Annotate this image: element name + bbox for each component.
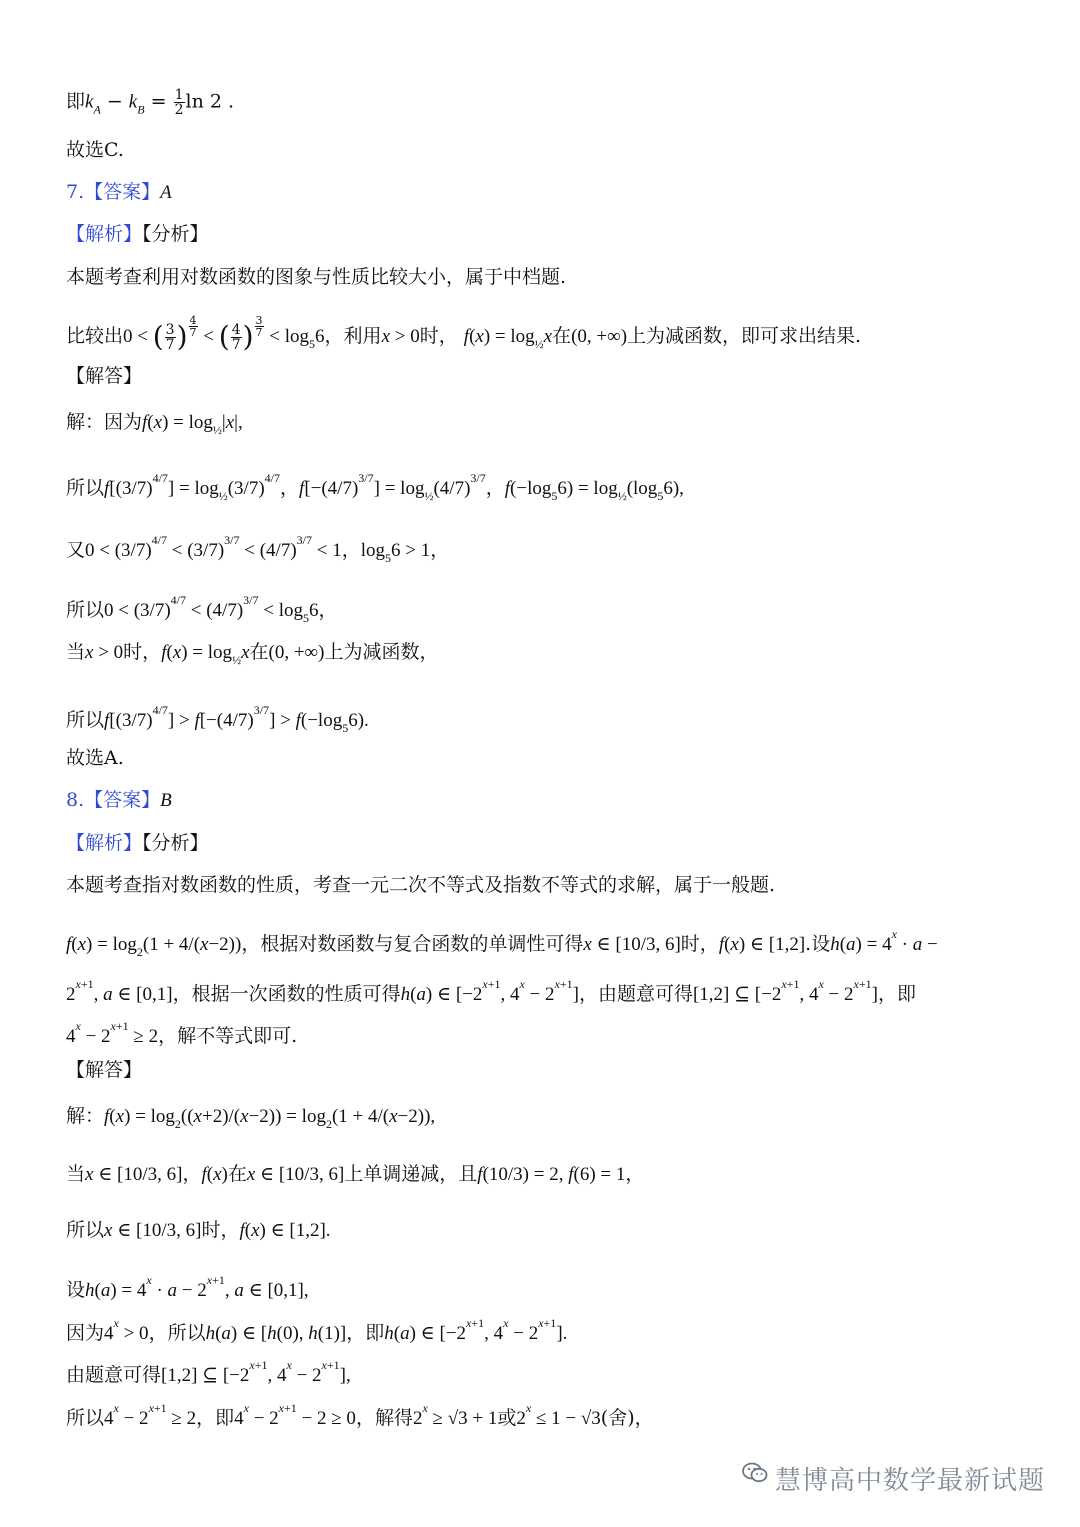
q7-cmp-pre: 比较出 <box>66 325 124 347</box>
q8-s2-mid2: 上单调递减，且 <box>344 1163 478 1185</box>
wechat-icon <box>742 1462 768 1484</box>
q8-a2-end: ，即 <box>877 983 916 1005</box>
q8-step-1: 解：$f(x) = \log_2((x+2)/(x-2)) = \log_2(1 + 4/(x-2))$, <box>66 1105 436 1131</box>
q8-s6-pre: 由题意可得 <box>66 1364 162 1386</box>
q8-step-7: 所以$4^x - 2^{x+1} \ge 2$，即$4^x - 2^{x+1} - 2 \ge 0$，解得$2^x \ge √3 + 1$或$2^x \le 1 - √3$(舍)， <box>66 1401 654 1429</box>
q7-answer: A <box>160 182 172 203</box>
q7-answer-header <box>66 180 172 205</box>
q8-s5-mid2: ，即 <box>346 1322 385 1344</box>
q7-s2-pre: 所以 <box>66 477 105 499</box>
watermark-text: 慧博高中数学最新试题 <box>775 1466 1046 1496</box>
q8-s3-mid: 时， <box>201 1219 240 1241</box>
q7-s4-pre: 所以 <box>66 599 105 621</box>
q7-s5-mid: 时， <box>123 641 162 663</box>
q7-s3-pre: 又 <box>66 539 86 561</box>
q8-analysis-3: $4^x - 2^{x+1} \ge 2$，解不等式即可. <box>66 1019 298 1047</box>
q8-answer-tag: 【答案】 <box>84 789 161 811</box>
q8-a1-mid: ，根据对数函数与复合函数的单调性可得 <box>241 933 584 955</box>
q7-step-2: 所以$f[(3/7)^{4/7}] = \log_{\frac{1}{2}}(3/7)^{4/7}$，$f[-(4/7)^{3/7}] = \log_{\frac{1}{2}}(4/7)^{3/7}$，$f(-\log_56) = \log_{\frac{1}{2}}(\log_56)$, <box>66 471 684 503</box>
q8-step-6: 由题意可得[1,2] ⊆ [$-2^{x+1}$, $4^x - 2^{x+1}$], <box>66 1358 351 1386</box>
q8-analysis-header <box>66 831 209 855</box>
q8-s7-mid2: ，解得 <box>355 1407 413 1429</box>
q7-cmp-post: 上为减函数，即可求出结果. <box>627 325 862 347</box>
q7-step-6: 所以$f[(3/7)^{4/7}] > f[-(4/7)^{3/7}] > f(-\log_56)$. <box>66 703 369 735</box>
q7-answer-tag: 【答案】 <box>84 181 161 203</box>
q7-fenxi-tag: 【分析】 <box>142 223 209 245</box>
q7-step-4: 所以$0 < (3/7)^{4/7} < (4/7)^{3/7} < \log_56$， <box>66 593 338 625</box>
q7-s5-post: 上为减函数， <box>324 641 439 663</box>
q8-s3-pre: 所以 <box>66 1219 105 1241</box>
q7-step-3: 又$0 < (3/7)^{4/7} < (3/7)^{3/7} < (4/7)^{3/7} < 1$，$\log_56 > 1$， <box>66 533 450 565</box>
q7-step-1: 解：因为$f(x) = \log_{\frac{1}{2}}|x|$, <box>66 411 243 437</box>
q8-description: 本题考查指对数函数的性质，考查一元二次不等式及指数不等式的求解，属于一般题. <box>66 874 776 896</box>
q7-s1-pre: 解：因为 <box>66 411 143 433</box>
q8-step-4: 设$h(a) = 4^x \cdot a - 2^{x+1}$, a ∈ [0,1], <box>66 1273 309 1301</box>
q8-jiexi-tag: 【解析】 <box>66 832 143 854</box>
q8-step-5: 因为$4^x > 0$，所以h(a) ∈ [h(0), h(1)]，即h(a) ∈ [$-2^{x+1}$, $4^x - 2^{x+1}$]. <box>66 1316 568 1344</box>
q8-number: 8. <box>66 789 85 811</box>
q8-a2-mid: ，根据一次函数的性质可得 <box>172 983 401 1005</box>
q8-s2-pre: 当 <box>66 1163 86 1185</box>
q8-s2-mid: 在 <box>227 1163 247 1185</box>
q8-a1-when: 时， <box>680 933 719 955</box>
q8-s1-pre: 解： <box>66 1105 105 1127</box>
q7-end: 故选A. <box>66 747 124 769</box>
q7-jiexi-tag: 【解析】 <box>66 223 143 245</box>
q8-a3-post: ，解不等式即可. <box>158 1025 298 1047</box>
q8-s7-mid: ，即 <box>196 1407 235 1429</box>
q8-step-2: 当x ∈ [10/3, 6]，f(x)在x ∈ [10/3, 6]上单调递减，且f(10/3) = 2, f(6) = 1， <box>66 1163 645 1185</box>
q7-solution-header: 【解答】 <box>66 365 143 387</box>
q8-s7-end: (舍)， <box>600 1407 654 1429</box>
q8-solution-header: 【解答】 <box>66 1059 143 1081</box>
q7-step-5: 当x > 0时，$f(x) = \log_{\frac{1}{2}}x$在(0, +∞)上为减函数， <box>66 641 439 667</box>
q8-a2-mid2: ，由题意可得 <box>578 983 693 1005</box>
q8-analysis-1: $f(x) = \log_2(1 + 4/(x-2))$，根据对数函数与复合函数的单调性可得x ∈ [10/3, 6]时，f(x) ∈ [1,2].设$h(a) = 4^x \cdot a$ − <box>66 927 938 959</box>
conclusion-line: 即$k_A - k_B$ = $\frac{1}{2}$ ln 2 . <box>66 87 235 118</box>
q7-number: 7. <box>66 181 85 203</box>
q8-s5-mid: ，所以 <box>148 1322 206 1344</box>
q8-s7-or: 或 <box>497 1407 517 1429</box>
q8-s4-pre: 设 <box>66 1279 86 1301</box>
q8-s5-pre: 因为 <box>66 1322 105 1344</box>
q8-answer-header <box>66 788 172 813</box>
q8-s7-pre: 所以 <box>66 1407 105 1429</box>
q8-step-3: 所以x ∈ [10/3, 6]时，f(x) ∈ [1,2]. <box>66 1219 331 1241</box>
q8-a1-set: .设 <box>805 933 831 955</box>
choice-line: 故选C. <box>66 139 124 161</box>
q8-analysis-2: $2^{x+1}$, a ∈ [0,1]，根据一次函数的性质可得h(a) ∈ [$-2^{x+1}$, $4^x - 2^{x+1}$]，由题意可得[1,2] ⊆ [$-2^{x+1}$, $4^x - 2^{x+1}$]，即 <box>66 977 916 1005</box>
q7-s5-pre: 当 <box>66 641 86 663</box>
q7-description: 本题考查利用对数函数的图象与性质比较大小，属于中档题. <box>66 266 567 288</box>
q7-analysis-header <box>66 222 209 246</box>
q7-comparison: 比较出0 < ( $\frac{3}{7}$ ) $^{\frac{4}{7}}$ < ( $\frac{4}{7}$ ) $^{\frac{3}{7}}$ < $\log_56$，利用x > 0时， $f(x) = \log_{\frac{1}{2}}x$在(0, +∞)上为减函数，即可求出结果. <box>66 314 862 353</box>
q7-cmp-mid: ，利用 <box>324 325 382 347</box>
q8-fenxi-tag: 【分析】 <box>142 832 209 854</box>
q7-cmp-when: 时， <box>419 325 458 347</box>
q7-s6-pre: 所以 <box>66 709 105 731</box>
q8-answer: B <box>160 790 172 811</box>
